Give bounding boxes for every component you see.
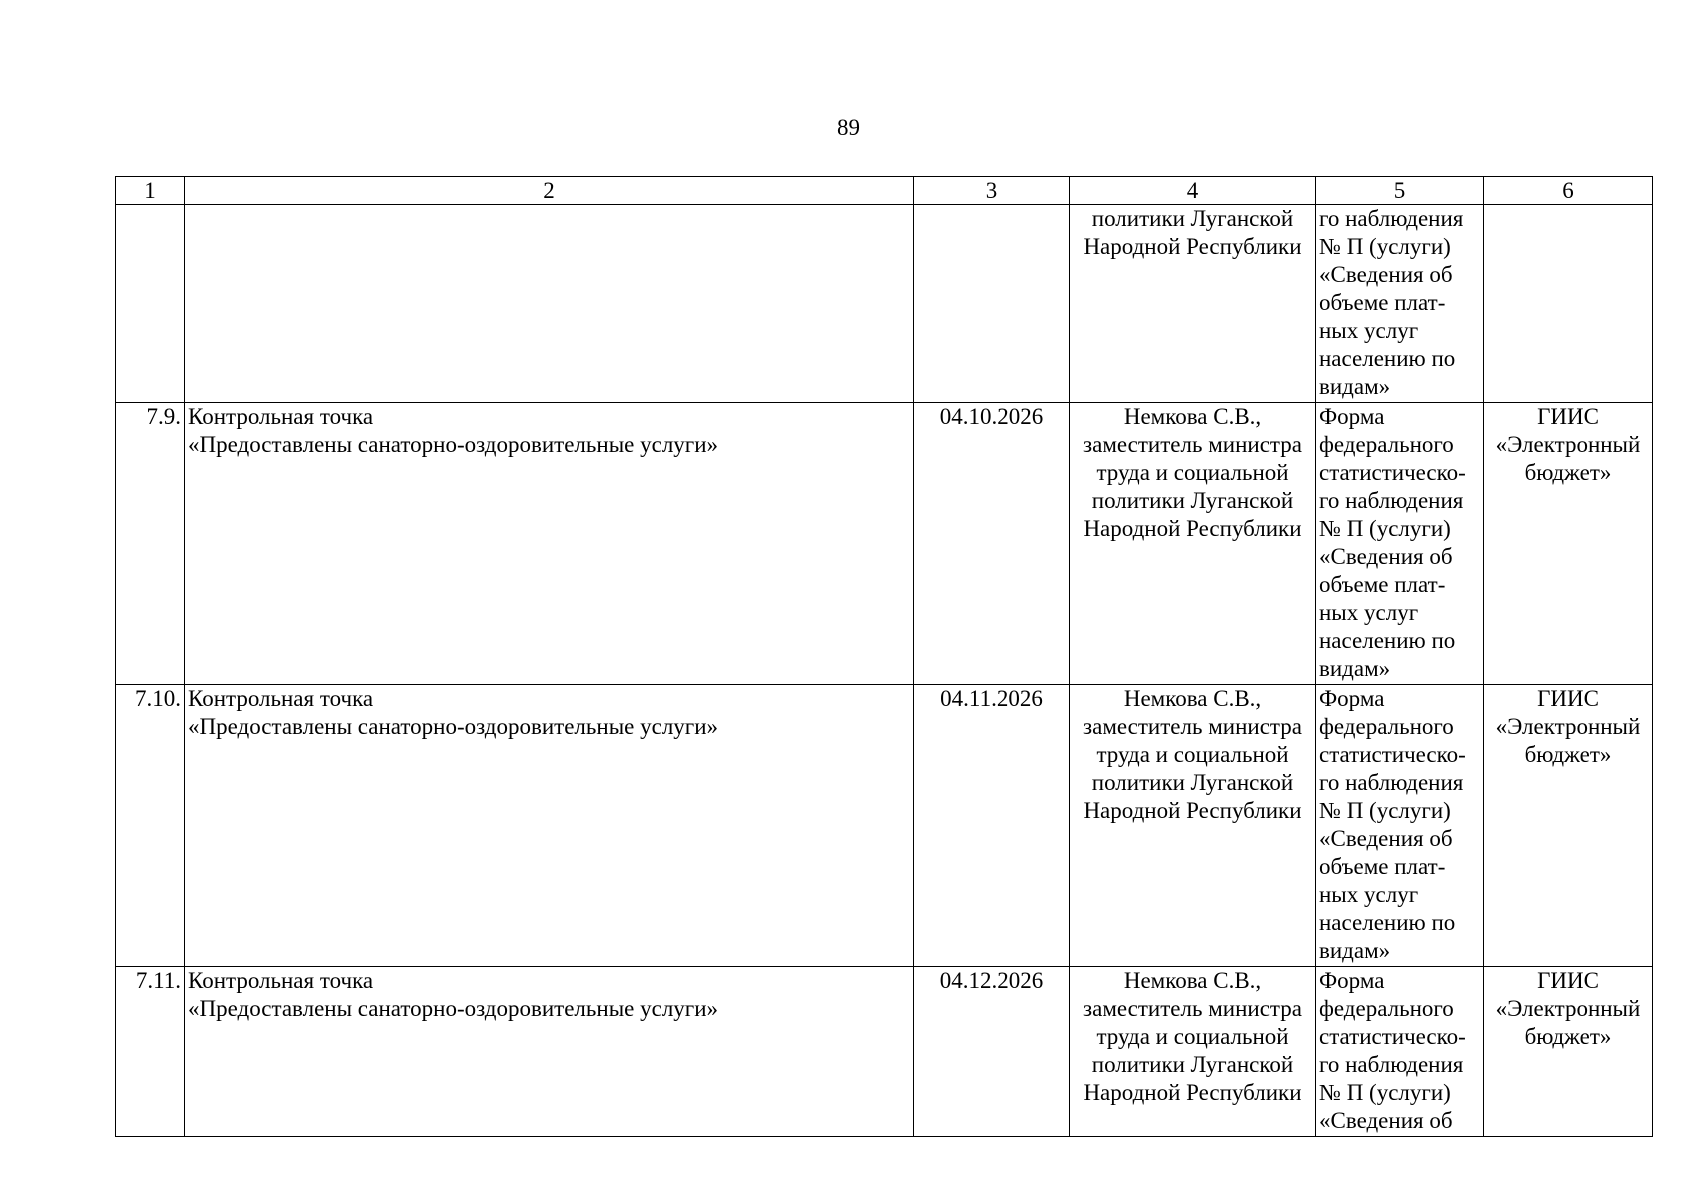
form-line: Форма [1319, 968, 1385, 993]
page-number: 89 [837, 115, 860, 140]
system-line: бюджет» [1524, 742, 1612, 767]
cell-number [116, 205, 185, 403]
form-line: населению по [1319, 346, 1456, 371]
form-line: населению по [1319, 628, 1456, 653]
responsible-line: политики Луганской [1091, 770, 1294, 795]
responsible-line: труда и социальной [1096, 460, 1289, 485]
system-line: «Электронный [1495, 432, 1641, 457]
responsible-line: Народной Республики [1083, 234, 1302, 259]
cell-system [1484, 205, 1653, 403]
cell-responsible [1070, 967, 1316, 1137]
form-line: федерального [1319, 432, 1454, 457]
cell-date [914, 967, 1070, 1137]
cell-responsible [1070, 205, 1316, 403]
table-row [116, 403, 1653, 685]
cell-form [1316, 205, 1484, 403]
cell-date [914, 685, 1070, 967]
form-line: ных услуг [1319, 882, 1419, 907]
item-title: Контрольная точка [188, 404, 374, 429]
form-line: объеме плат- [1319, 290, 1446, 315]
form-line: статистическо- [1319, 742, 1466, 767]
form-line: объеме плат- [1319, 572, 1446, 597]
form-line: «Сведения об [1319, 544, 1453, 569]
item-title: Контрольная точка [188, 968, 374, 993]
responsible-line: труда и социальной [1096, 1024, 1289, 1049]
cell-description [185, 205, 914, 403]
system-line: ГИИС [1537, 686, 1599, 711]
form-line: № П (услуги) [1319, 516, 1451, 541]
item-number: 7.10. [135, 686, 181, 711]
cell-description [185, 403, 914, 685]
form-line: «Сведения об [1319, 1108, 1453, 1133]
column-header: 3 [914, 177, 1070, 205]
table-row [116, 205, 1653, 403]
column-header: 2 [185, 177, 914, 205]
cell-description [185, 967, 914, 1137]
responsible-line: Немкова С.В., [1123, 968, 1262, 993]
form-line: го наблюдения [1319, 206, 1464, 231]
responsible-line: Народной Республики [1083, 798, 1302, 823]
form-line: № П (услуги) [1319, 798, 1451, 823]
form-line: объеме плат- [1319, 854, 1446, 879]
form-line: видам» [1319, 374, 1391, 399]
form-line: ных услуг [1319, 600, 1419, 625]
column-header: 4 [1070, 177, 1316, 205]
responsible-line: заместитель министра [1083, 432, 1302, 457]
form-line: федерального [1319, 996, 1454, 1021]
cell-form [1316, 967, 1484, 1137]
system-line: ГИИС [1537, 404, 1599, 429]
table-header-row [116, 177, 1653, 205]
system-line: бюджет» [1524, 1024, 1612, 1049]
cell-number [116, 967, 185, 1137]
responsible-line: политики Луганской [1091, 488, 1294, 513]
cell-number [116, 403, 185, 685]
table-row [116, 967, 1653, 1137]
item-date: 04.11.2026 [940, 686, 1043, 711]
cell-system [1484, 967, 1653, 1137]
item-subtitle: «Предоставлены санаторно-оздоровительные услуги» [188, 996, 719, 1021]
form-line: статистическо- [1319, 1024, 1466, 1049]
responsible-line: Народной Республики [1083, 516, 1302, 541]
form-line: № П (услуги) [1319, 1080, 1451, 1105]
cell-responsible [1070, 685, 1316, 967]
responsible-line: политики Луганской [1091, 1052, 1294, 1077]
form-line: го наблюдения [1319, 770, 1464, 795]
item-subtitle: «Предоставлены санаторно-оздоровительные услуги» [188, 432, 719, 457]
form-line: видам» [1319, 938, 1391, 963]
form-line: го наблюдения [1319, 488, 1464, 513]
cell-system [1484, 685, 1653, 967]
document-table [115, 176, 1653, 1137]
column-header: 1 [116, 177, 185, 205]
cell-description [185, 685, 914, 967]
column-header: 6 [1484, 177, 1653, 205]
cell-responsible [1070, 403, 1316, 685]
system-line: «Электронный [1495, 996, 1641, 1021]
item-number: 7.9. [146, 404, 181, 429]
form-line: видам» [1319, 656, 1391, 681]
item-number: 7.11. [135, 968, 181, 993]
column-header: 5 [1316, 177, 1484, 205]
form-line: Форма [1319, 686, 1385, 711]
form-line: ных услуг [1319, 318, 1419, 343]
form-line: № П (услуги) [1319, 234, 1451, 259]
item-title: Контрольная точка [188, 686, 374, 711]
form-line: статистическо- [1319, 460, 1466, 485]
form-line: Форма [1319, 404, 1385, 429]
responsible-line: заместитель министра [1083, 714, 1302, 739]
cell-date [914, 403, 1070, 685]
system-line: ГИИС [1537, 968, 1599, 993]
cell-form [1316, 403, 1484, 685]
system-line: бюджет» [1524, 460, 1612, 485]
responsible-line: Немкова С.В., [1123, 404, 1262, 429]
responsible-line: Немкова С.В., [1123, 686, 1262, 711]
cell-date [914, 205, 1070, 403]
responsible-line: политики Луганской [1091, 206, 1294, 231]
cell-form [1316, 685, 1484, 967]
form-line: «Сведения об [1319, 262, 1453, 287]
responsible-line: заместитель министра [1083, 996, 1302, 1021]
table-row [116, 685, 1653, 967]
form-line: го наблюдения [1319, 1052, 1464, 1077]
item-date: 04.10.2026 [939, 404, 1044, 429]
form-line: федерального [1319, 714, 1454, 739]
item-subtitle: «Предоставлены санаторно-оздоровительные услуги» [188, 714, 719, 739]
responsible-line: труда и социальной [1096, 742, 1289, 767]
form-line: населению по [1319, 910, 1456, 935]
item-date: 04.12.2026 [939, 968, 1044, 993]
cell-number [116, 685, 185, 967]
responsible-line: Народной Республики [1083, 1080, 1302, 1105]
cell-system [1484, 403, 1653, 685]
system-line: «Электронный [1495, 714, 1641, 739]
form-line: «Сведения об [1319, 826, 1453, 851]
